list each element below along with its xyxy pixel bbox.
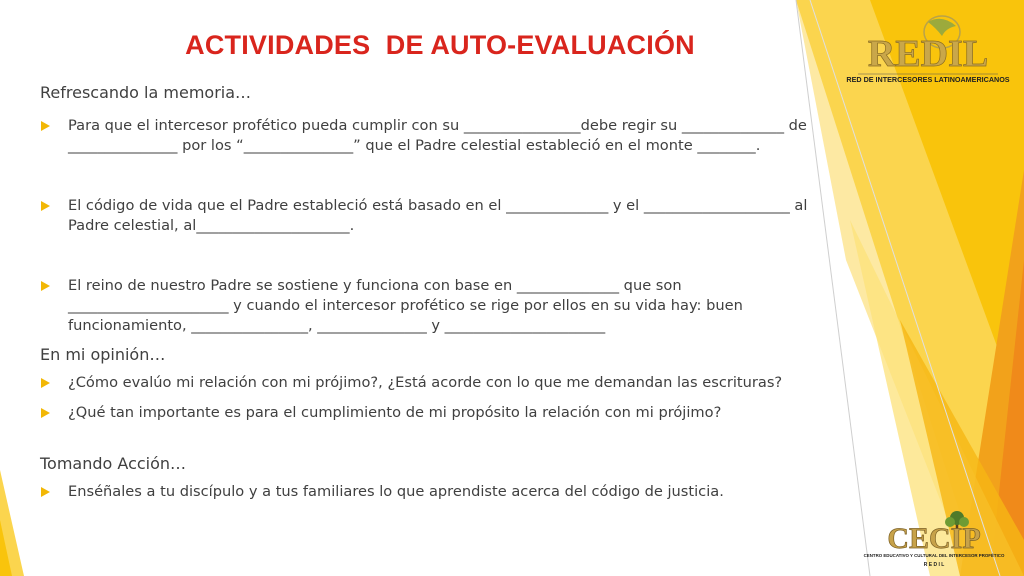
redil-logo xyxy=(846,8,1010,88)
title-gap xyxy=(370,30,385,60)
list-item xyxy=(40,482,830,502)
bullet-arrow-icon xyxy=(41,121,50,131)
bullet-arrow-icon xyxy=(41,201,50,211)
cecip-logo-small: R E D I L xyxy=(923,562,945,568)
bullet-arrow-icon xyxy=(41,378,50,388)
title-part2: DE AUTO-EVALUACIÓN xyxy=(385,30,695,60)
bullet-text: El reino de nuestro Padre se sostiene y funciona con base en ______________ que son ______________________ y cuando el intercesor profético se rige por ellos en su vida hay: buen funcionamiento, ________________, _______________ y ______________________ xyxy=(68,277,743,334)
bullet-text: ¿Qué tan importante es para el cumplimiento de mi propósito la relación con mi prójimo? xyxy=(68,404,722,421)
bullet-text: ¿Cómo evalúo mi relación con mi prójimo?, ¿Está acorde con lo que me demandan las escrituras? xyxy=(68,374,783,391)
bullet-arrow-icon xyxy=(41,487,50,497)
list-item xyxy=(40,373,830,393)
slide-title xyxy=(0,30,880,61)
bullet-arrow-icon xyxy=(41,408,50,418)
cecip-logo-subtitle: CENTRO EDUCATIVO Y CULTURAL DEL INTERCESOR PROFÉTICO xyxy=(863,553,1005,558)
bullet-arrow-icon xyxy=(41,281,50,291)
list-item xyxy=(40,276,830,336)
section-heading: Refrescando la memoria… xyxy=(40,83,252,102)
content xyxy=(40,82,830,502)
section-heading: En mi opinión… xyxy=(40,345,166,364)
list-item xyxy=(40,116,830,156)
bullet-text: El código de vida que el Padre estableció está basado en el ______________ y el ____________________ al Padre celestial, al_____________________. xyxy=(68,197,808,234)
list-item xyxy=(40,196,830,236)
section-heading: Tomando Acción… xyxy=(40,454,187,473)
bullet-text: Enséñales a tu discípulo y a tus familiares lo que aprendiste acerca del código de justicia. xyxy=(68,483,724,500)
title-part1: ACTIVIDADES xyxy=(185,30,371,60)
cecip-logo xyxy=(863,510,1006,572)
bullet-text: Para que el intercesor profético pueda cumplir con su ________________debe regir su ______________ de _______________ por los “_______________” que el Padre celestial estableció en el monte ________. xyxy=(68,117,807,154)
redil-logo-subtitle: RED DE INTERCESORES LATINOAMERICANOS xyxy=(846,75,1010,84)
cecip-logo-text: CECIP xyxy=(887,522,981,555)
list-item xyxy=(40,403,830,423)
redil-logo-text: REDIL xyxy=(867,33,989,75)
